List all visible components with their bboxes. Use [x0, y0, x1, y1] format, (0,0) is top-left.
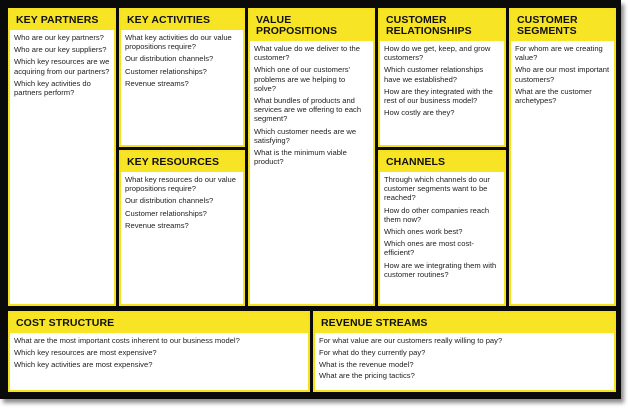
question: How are they integrated with the rest of our business model? — [384, 86, 493, 106]
key-partners-block — [8, 8, 116, 306]
question: How do we get, keep, and grow customers? — [384, 44, 491, 63]
block-title: CUSTOMER SEGMENTS — [511, 10, 614, 41]
question: What are the pricing tactics? — [319, 371, 415, 381]
question: For what value are our customers really willing to pay? — [319, 336, 503, 345]
block-title: CUSTOMER RELATIONSHIPS — [380, 10, 504, 41]
question: Revenue streams? — [125, 220, 189, 230]
question: Customer relationships? — [125, 66, 207, 76]
question: Who are our key suppliers? — [14, 45, 107, 55]
question: What key activities do our value propositions require? — [125, 33, 232, 52]
question: For what do they currently pay? — [319, 347, 426, 357]
question-list — [315, 333, 614, 381]
customer-relationships-block — [378, 8, 506, 147]
question-list — [121, 30, 243, 88]
question-list — [10, 333, 308, 369]
question: Which one of our customers' problems are we helping to solve? — [254, 65, 350, 93]
block-title: REVENUE STREAMS — [315, 313, 614, 333]
question: Who are our key partners? — [14, 33, 104, 42]
question: What are the customer archetypes? — [515, 86, 592, 106]
question: Who are our most important customers? — [515, 65, 610, 84]
revenue-streams-block — [313, 311, 616, 392]
question-list — [121, 172, 243, 230]
question: Which key resources are we acquiring from our partners? — [14, 57, 110, 76]
question-list — [380, 41, 504, 117]
question: Which customer needs are we satisfying? — [254, 126, 357, 145]
block-title: VALUE PROPOSITIONS — [250, 10, 373, 41]
question: What bundles of products and services are we offering to each segment? — [254, 96, 362, 124]
question: For whom are we creating value? — [515, 44, 603, 63]
question: How costly are they? — [384, 108, 455, 118]
question: What is the revenue model? — [319, 359, 414, 369]
question: Which ones work best? — [384, 227, 463, 237]
question: Customer relationships? — [125, 208, 207, 218]
block-title: COST STRUCTURE — [10, 313, 308, 333]
channels-block — [378, 150, 506, 306]
block-title: KEY RESOURCES — [121, 152, 243, 172]
question-list — [250, 41, 373, 166]
cost-structure-block — [8, 311, 310, 392]
question: How do other companies reach them now? — [384, 205, 490, 224]
block-title: CHANNELS — [380, 152, 504, 172]
question: What are the most important costs inherent to our business model? — [14, 336, 240, 345]
customer-segments-block — [509, 8, 616, 306]
question: Which key activities are most expensive? — [14, 359, 153, 369]
question: Our distribution channels? — [125, 196, 214, 206]
value-propositions-block — [248, 8, 375, 306]
question: Which customer relationships have we established? — [384, 65, 484, 84]
key-resources-block — [119, 150, 245, 306]
question: Which ones are most cost-efficient? — [384, 239, 474, 258]
block-title: KEY ACTIVITIES — [121, 10, 243, 30]
question: Revenue streams? — [125, 78, 189, 88]
question: What value do we deliver to the customer? — [254, 44, 360, 63]
question-list — [380, 172, 504, 279]
block-title: KEY PARTNERS — [10, 10, 114, 30]
question: Our distribution channels? — [125, 54, 214, 64]
question-list — [511, 41, 614, 105]
question: Which key resources are most expensive? — [14, 347, 157, 357]
question: What key resources do our value propositions require? — [125, 175, 237, 194]
question: Through which channels do our customer segments want to be reached? — [384, 175, 490, 203]
question: What is the minimum viable product? — [254, 148, 347, 167]
question: Which key activities do partners perform? — [14, 78, 91, 98]
key-activities-block — [119, 8, 245, 147]
question: How are we integrating them with customer routines? — [384, 260, 497, 279]
question-list — [10, 30, 114, 97]
